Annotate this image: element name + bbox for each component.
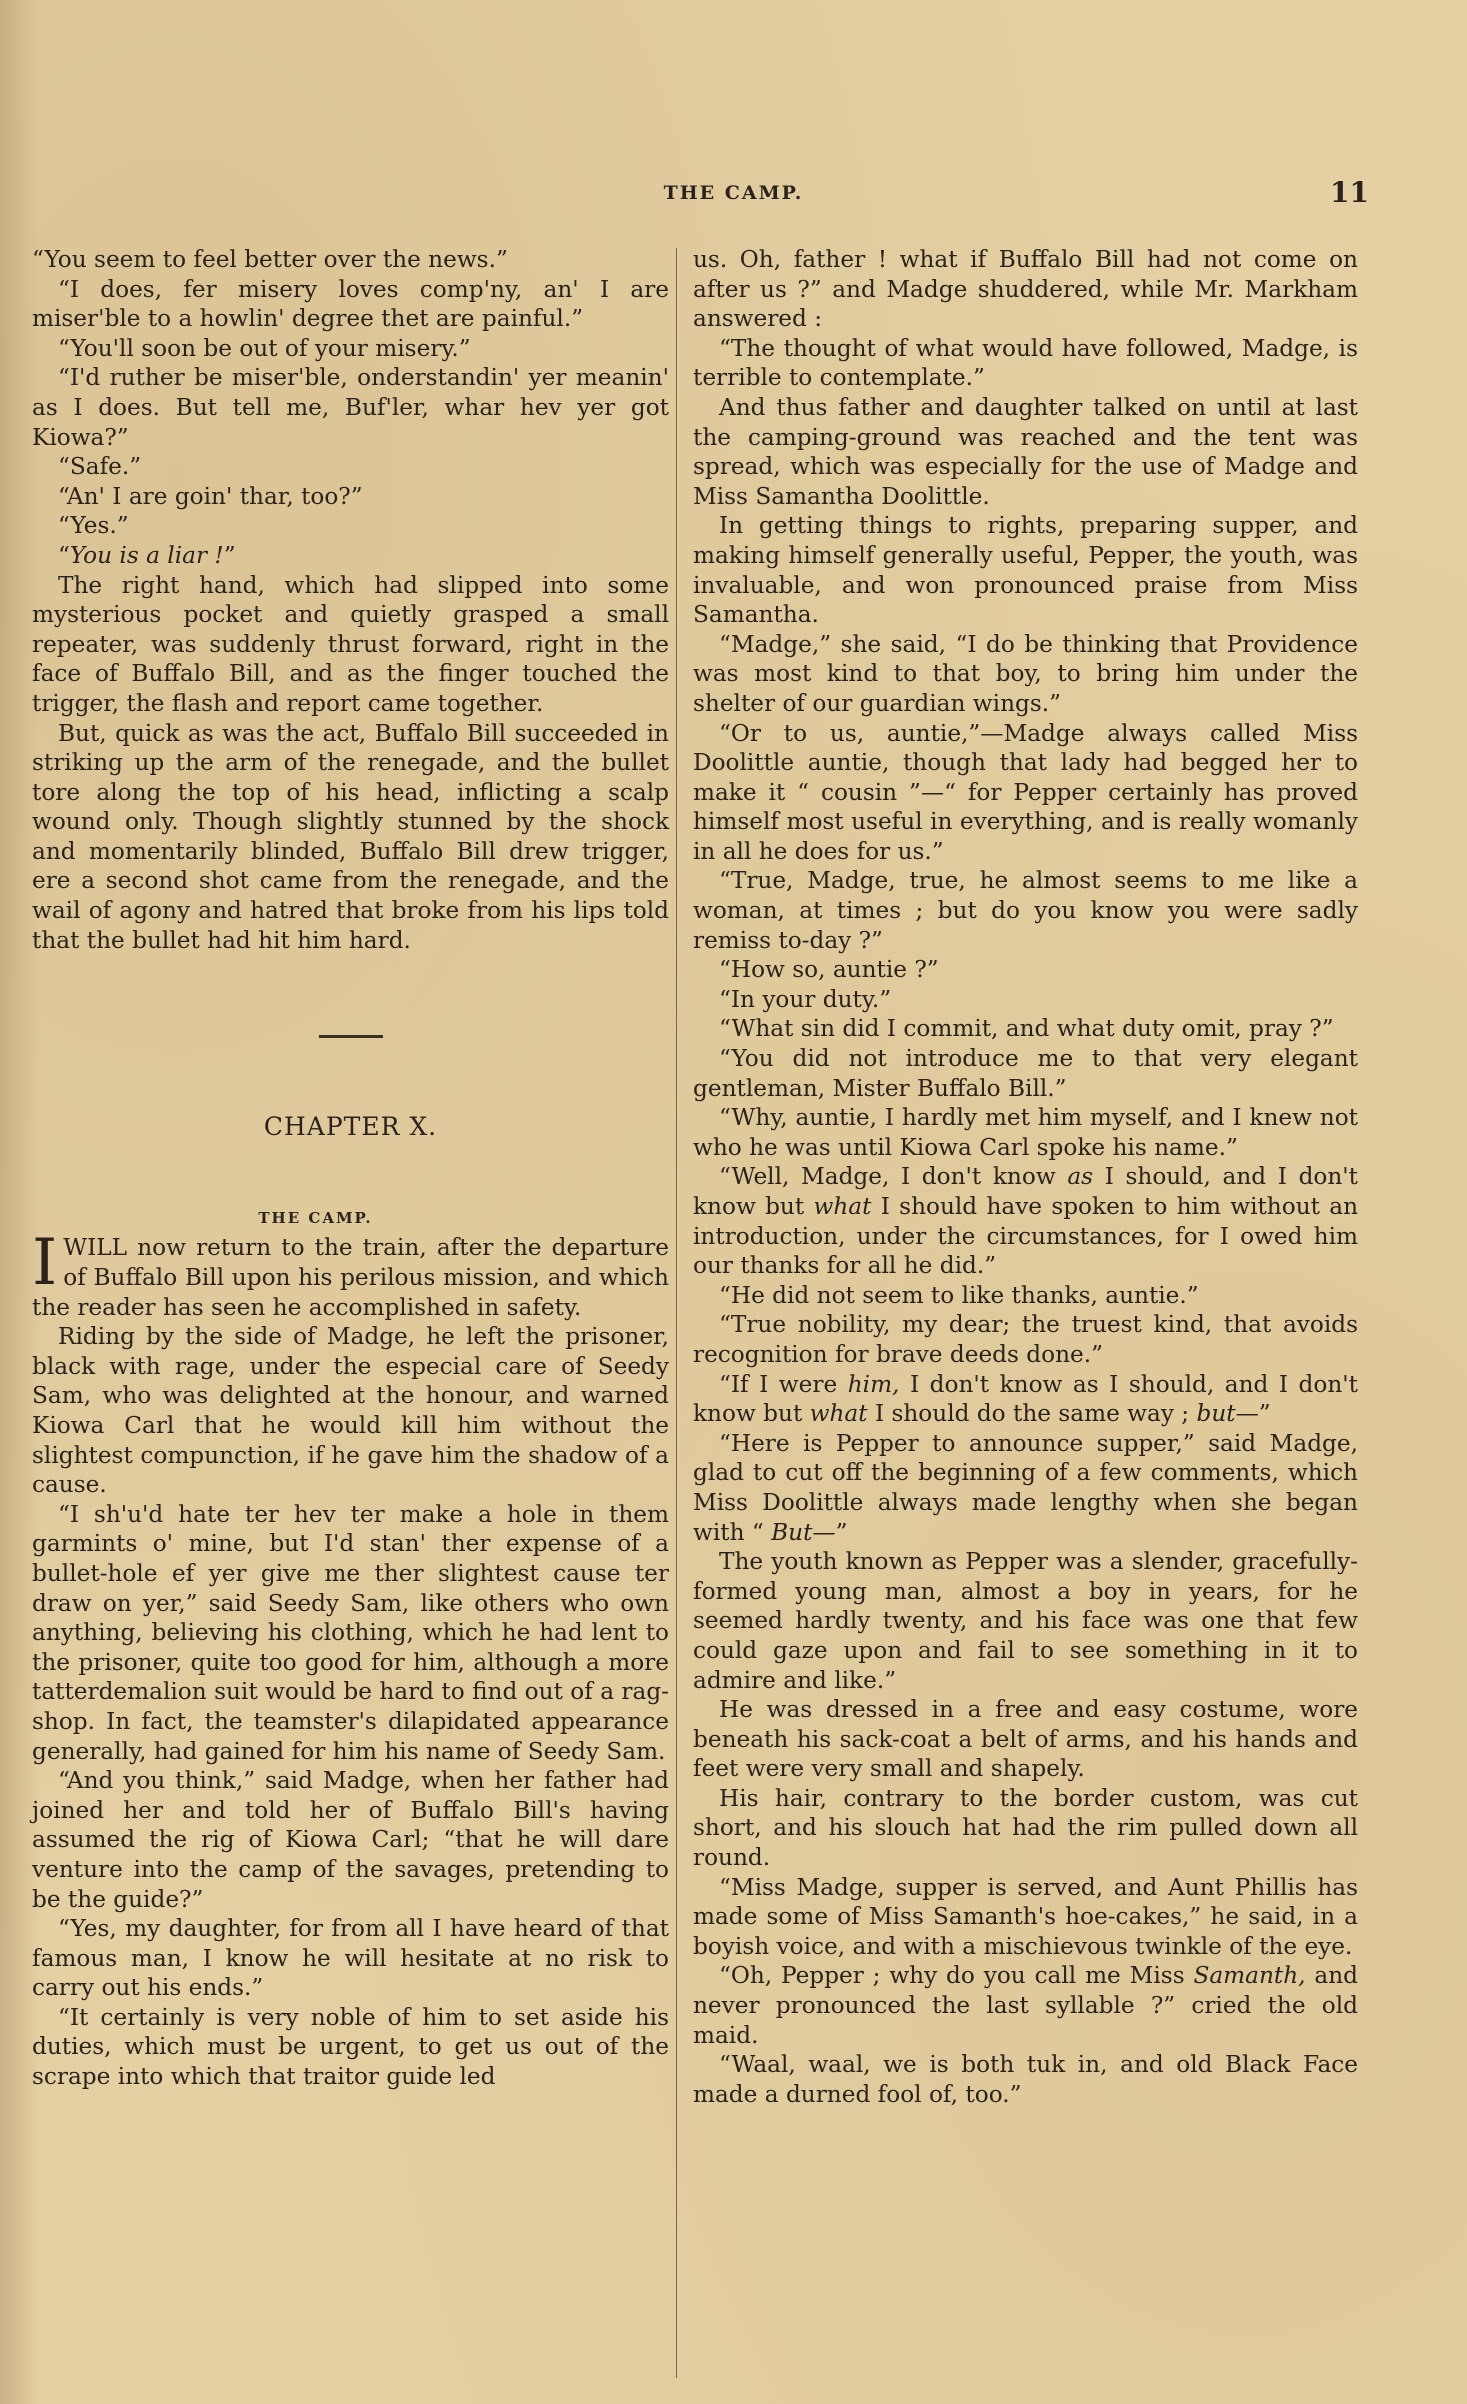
paragraph: “You'll soon be out of your misery.” [58, 334, 471, 362]
text-run: I don't know as I should, and I don't know but [693, 1370, 1358, 1428]
section-separator [319, 1035, 383, 1038]
text-run: I should have spoken to him without an introduction, under the circumstances, for I owed him our thanks for all he did.” [693, 1193, 1358, 1280]
italic-text: what [809, 1400, 868, 1428]
paragraph: “You seem to feel better over the news.” [32, 246, 508, 273]
paragraph: And thus father and daughter talked on until at last the camping-ground was reached and the tent was spread, which was especially for the use of Madge and Miss Samantha Doolittle. [693, 393, 1358, 510]
text-run: ” [835, 1518, 848, 1546]
chapter-heading: CHAPTER X. [263, 1112, 438, 1142]
paragraph: He was dressed in a free and easy costume, wore beneath his sack-coat a belt of arms, and his hands and feet were very small and shapely. [693, 1696, 1358, 1783]
text-run: “If I were [719, 1370, 848, 1398]
paragraph: “You did not introduce me to that very elegant gentleman, Mister Buffalo Bill.” [693, 1045, 1358, 1102]
paragraph: “Yes, my daughter, for from all I have heard of that famous man, I know he will hesitate at no risk to carry out his ends.” [32, 1915, 669, 2002]
paragraph: “What sin did I commit, and what duty omit, pray ?” [719, 1015, 1334, 1043]
paragraph: “Why, auntie, I hardly met him myself, and I knew not who he was until Kiowa Carl spoke his name.” [693, 1104, 1358, 1161]
right-column [693, 245, 1358, 2109]
paragraph [693, 1429, 1358, 1547]
italic-text: him, [847, 1370, 900, 1398]
paragraph: The right hand, which had slipped into some mysterious pocket and quietly grasped a small repeater, was suddenly thrust forward, right in the face of Buffalo Bill, and as the finger touched the trigger, the flash and report came together. [32, 571, 669, 717]
paragraph [32, 1226, 669, 1322]
running-header: THE CAMP. [663, 182, 804, 204]
paragraph-text: WILL now return to the train, after the departure of Buffalo Bill upon his perilous mission, and which the reader has seen he accomplished in safety. [32, 1234, 669, 1321]
paragraph: “Safe.” [58, 453, 142, 481]
paragraph: “True, Madge, true, he almost seems to me like a woman, at times ; but do you know you were sadly remiss to-day ?” [693, 867, 1358, 954]
italic-text: but— [1196, 1400, 1259, 1428]
paragraph: “It certainly is very noble of him to set aside his duties, which must be urgent, to get us out of the scrape into which that traitor guide led [32, 2003, 669, 2091]
paragraph: The youth known as Pepper was a slender, gracefully-formed young man, almost a boy in years, for he seemed hardly twenty, and his face was one that few could gaze upon and fail to see something in it to admire and like.” [693, 1548, 1358, 1694]
paragraph [693, 1370, 1358, 1429]
paragraph: “Waal, waal, we is both tuk in, and old Black Face made a durned fool of, too.” [693, 2051, 1358, 2108]
paragraph: us. Oh, father ! what if Buffalo Bill had not come on after us ?” and Madge shuddered, while Mr. Markham answered : [693, 246, 1358, 333]
paragraph: “Yes.” [58, 512, 129, 540]
paragraph: Riding by the side of Madge, he left the prisoner, black with rage, under the especial care of Seedy Sam, who was delighted at the honour, and warned Kiowa Carl that he would kill him without the slightest compunction, if he gave him the shadow of a cause. [32, 1323, 669, 1499]
paragraph [693, 1162, 1358, 1280]
paragraph: “I sh'u'd hate ter hev ter make a hole in them garmints o' mine, but I'd stan' ther expense of a bullet-hole ef yer give me ther slightest cause ter draw on yer,” said Seedy Sam, like others who own anything, believing his clothing, which he had lent to the prisoner, quite too good for him, although a more tatterdemalion suit would be hard to find out of a rag-shop. In fact, the teamster's dilapidated appearance generally, had gained for him his name of Seedy Sam. [32, 1500, 669, 1765]
paragraph [693, 1961, 1358, 2050]
paragraph: “I'd ruther be miser'ble, onderstandin' yer meanin' as I does. But tell me, Buf'ler, whar hev yer got Kiowa?” [32, 364, 669, 451]
paragraph: “You is a liar !” [58, 541, 236, 569]
text-run: ” [1258, 1400, 1271, 1428]
drop-cap: I [32, 1226, 58, 1301]
italic-text: as [1067, 1163, 1094, 1191]
chapter-subtitle: THE CAMP. [258, 1208, 373, 1227]
text-run: and never pronounced the last syllable ?” cried the old maid. [693, 1962, 1358, 2049]
paragraph: “Miss Madge, supper is served, and Aunt Phillis has made some of Miss Samanth's hoe-cakes,” he said, in a boyish voice, and with a mischievous twinkle of the eye. [693, 1873, 1358, 1960]
text-run: I should do the same way ; [867, 1400, 1197, 1428]
paragraph: “How so, auntie ?” [719, 956, 939, 984]
paragraph: “True nobility, my dear; the truest kind, that avoids recognition for brave deeds done.” [693, 1311, 1358, 1368]
left-column [32, 245, 669, 2092]
page-number: 11 [1330, 176, 1369, 209]
column-divider [676, 248, 677, 2378]
paragraph: In getting things to rights, preparing supper, and making himself generally useful, Pepper, the youth, was invaluable, and won pronounced praise from Miss Samantha. [693, 512, 1358, 629]
paragraph: “I does, fer misery loves comp'ny, an' I are miser'ble to a howlin' degree thet are painful.” [32, 275, 669, 333]
paragraph: “He did not seem to like thanks, auntie.” [719, 1281, 1199, 1309]
paragraph: But, quick as was the act, Buffalo Bill succeeded in striking up the arm of the renegade, and the bullet tore along the top of his head, inflicting a scalp wound only. Though slightly stunned by the shock and momentarily blinded, Buffalo Bill drew trigger, ere a second shot came from the renegade, and the wail of agony and hatred that broke from his lips told that the bullet had hit him hard. [32, 719, 669, 954]
italic-text: You is a liar ! [69, 541, 224, 569]
text-run: “Oh, Pepper ; why do you call me Miss [719, 1962, 1194, 1990]
text-run: I should, and I don't know but [693, 1163, 1358, 1220]
paragraph: His hair, contrary to the border custom, was cut short, and his slouch hat had the rim pulled down all round. [693, 1784, 1358, 1872]
paragraph: “The thought of what would have followed, Madge, is terrible to contemplate.” [693, 334, 1358, 392]
paragraph: “Madge,” she said, “I do be thinking that Providence was most kind to that boy, to bring him under the shelter of our guardian wings.” [693, 630, 1358, 717]
paragraph: “Or to us, auntie,”—Madge always called Miss Doolittle auntie, though that lady had begged her to make it “ cousin ”—“ for Pepper certainly has proved himself most useful in everything, and is really womanly in all he does for us.” [693, 719, 1358, 865]
italic-text: what [813, 1193, 872, 1220]
paragraph: “And you think,” said Madge, when her father had joined her and told her of Buffalo Bill's having assumed the rig of Kiowa Carl; “that he will dare venture into the camp of the savages, pretending to be the guide?” [32, 1767, 669, 1913]
paragraph: “An' I are goin' thar, too?” [58, 482, 363, 510]
italic-text: Samanth, [1193, 1962, 1306, 1990]
italic-text: But— [771, 1518, 836, 1546]
paragraph: “In your duty.” [719, 985, 892, 1013]
text-run: “Well, Madge, I don't know [719, 1163, 1068, 1191]
text-run: “Here is Pepper to announce supper,” said Madge, glad to cut off the beginning of a few comments, which Miss Doolittle always made lengthy when she began with “ [693, 1429, 1358, 1546]
